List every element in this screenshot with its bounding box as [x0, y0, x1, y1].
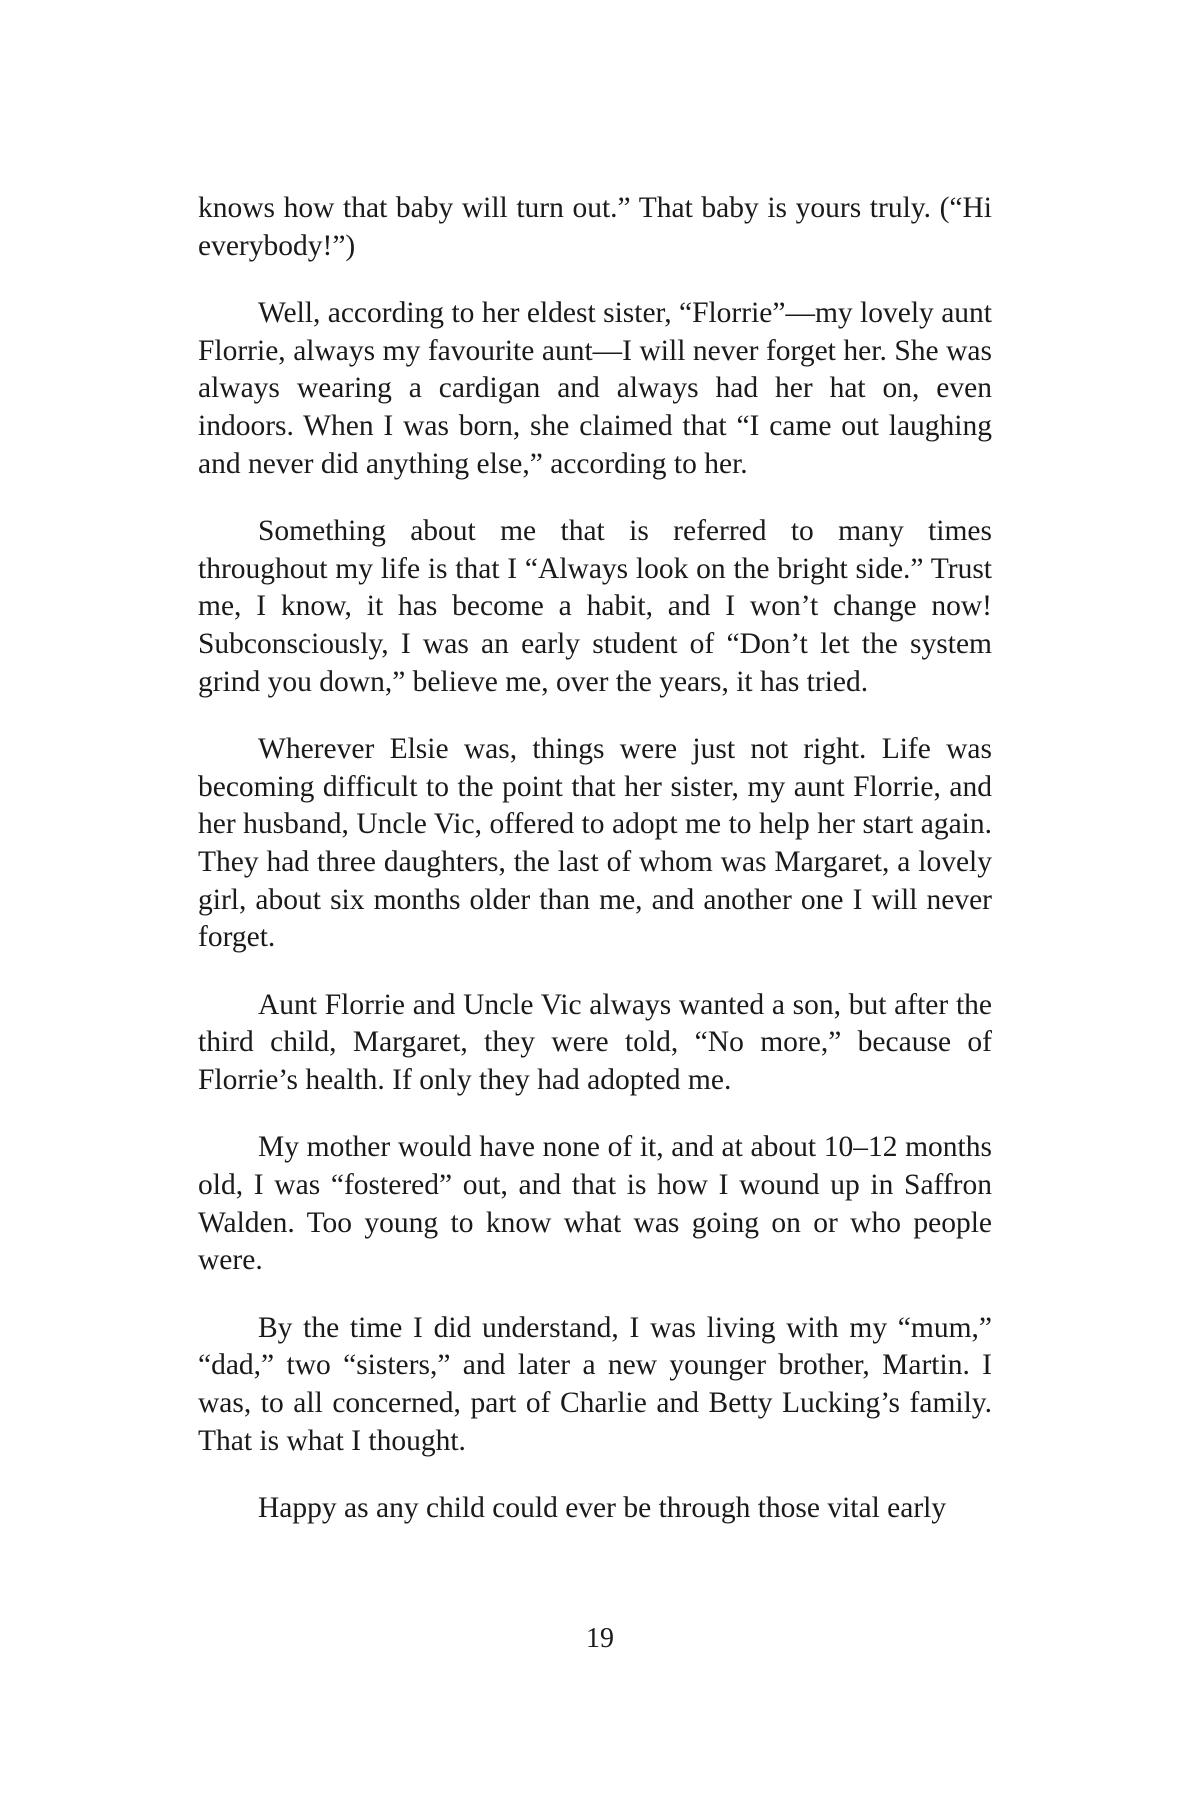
paragraph-8: Happy as any child could ever be through those vital early	[258, 1492, 947, 1525]
paragraph-4: Wherever Elsie was, things were just not right. Life was becoming difficult to the point that her sister, my aunt Florrie, and her husband, Uncle Vic, offered to adopt me to help her start again. They had three daughters, the last of whom was Margaret, a lovely girl, about six months older than me, and another one I will never forget.	[198, 733, 992, 954]
paragraph-1: knows how that baby will turn out.” That baby is yours truly. (“Hi everybody!”)	[198, 192, 992, 262]
body-text	[198, 190, 992, 1558]
paragraph-6: My mother would have none of it, and at about 10–12 months old, I was “fostered” out, and that is how I wound up in Saffron Walden. Too young to know what was going on or who people were.	[198, 1131, 992, 1277]
paragraph-7: By the time I did understand, I was living with my “mum,” “dad,” two “sisters,” and later a new younger brother, Martin. I was, to all concerned, part of Charlie and Betty Lucking’s family. That is what I thought.	[198, 1311, 992, 1457]
paragraph-3: Something about me that is referred to many times throughout my life is that I “Always look on the bright side.” Trust me, I know, it has become a habit, and I won’t change now! Subconsciously, I was an early student of “Don’t let the system grind you down,” believe me, over the years, it has tried.	[198, 515, 992, 698]
paragraph-5: Aunt Florrie and Uncle Vic always wanted a son, but after the third child, Margaret, they were told, “No more,” because of Florrie’s health. If only they had adopted me.	[198, 988, 992, 1096]
paragraph-2: Well, according to her eldest sister, “Florrie”—my lovely aunt Florrie, always my favourite aunt—I will never forget her. She was always wearing a cardigan and always had her hat on, even indoors. When I was born, she claimed that “I came out laughing and never did anything else,” according to her.	[198, 297, 992, 480]
page-number: 19	[586, 1623, 614, 1654]
